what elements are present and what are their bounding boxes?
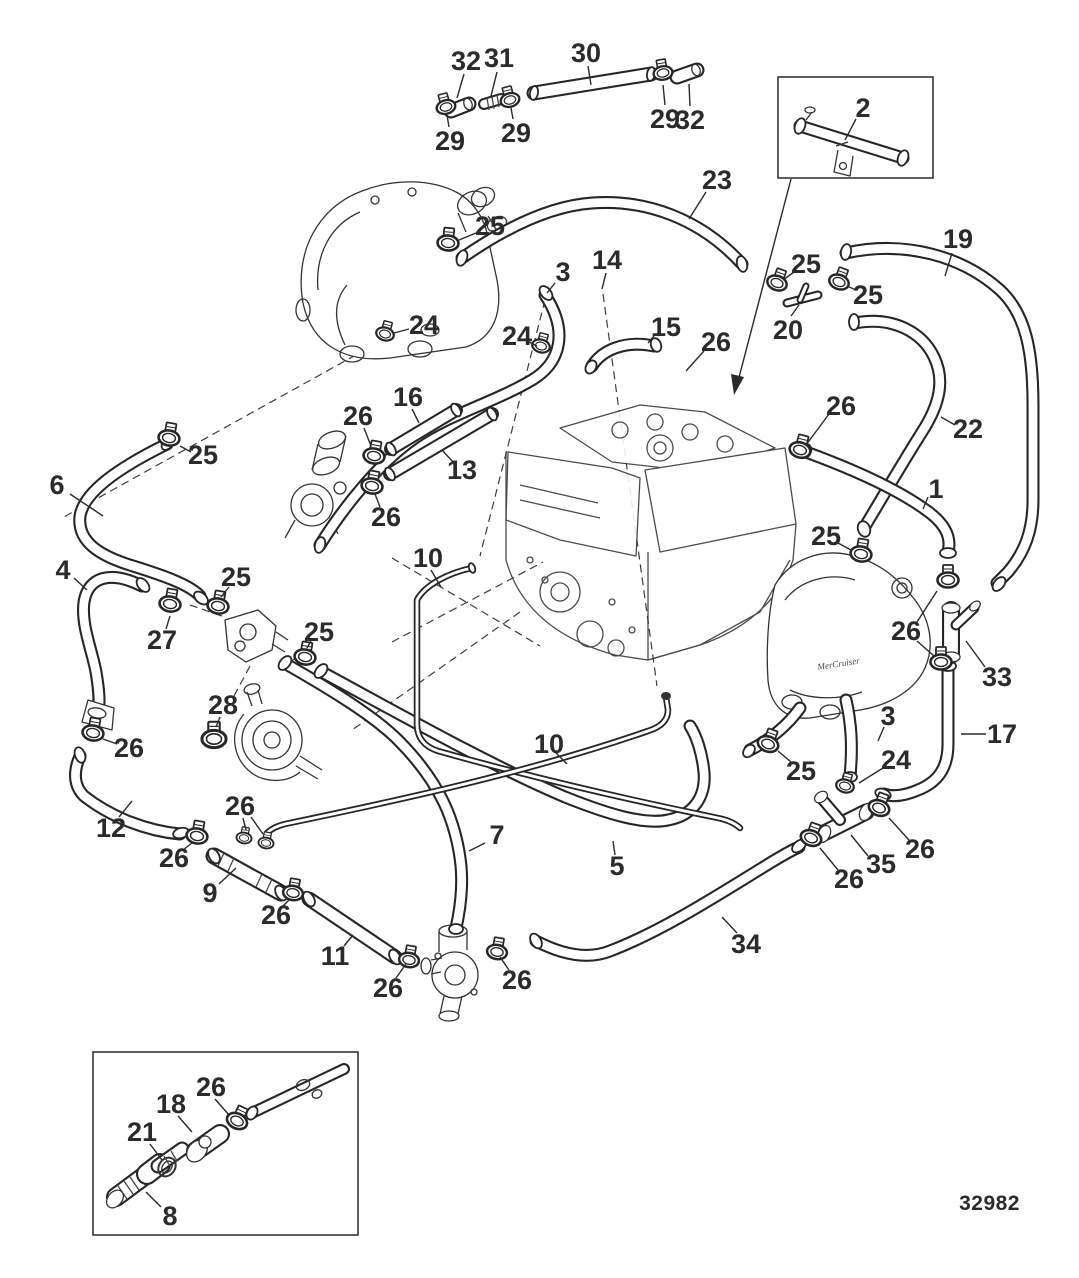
callout-26: 26 [372, 973, 404, 1003]
callout-13: 13 [446, 455, 478, 485]
callout-25: 25 [810, 521, 842, 551]
callout-14: 14 [591, 245, 623, 275]
callout-leader-line [859, 768, 883, 783]
callout-26: 26 [370, 502, 402, 532]
callout-20: 20 [772, 315, 804, 345]
callout-29: 29 [500, 118, 532, 148]
callout-8: 8 [162, 1201, 178, 1231]
hose-clamp-icon [185, 819, 210, 845]
callout-26: 26 [890, 616, 922, 646]
callout-21: 21 [126, 1117, 158, 1147]
callout-33: 33 [981, 662, 1013, 692]
hose-clamp-icon [362, 439, 387, 465]
callout-26: 26 [195, 1072, 227, 1102]
inset-hose [252, 1069, 344, 1113]
callout-34: 34 [730, 929, 762, 959]
callout-26: 26 [224, 791, 256, 821]
callout-1: 1 [928, 474, 944, 504]
water-pump-sketch [235, 682, 322, 780]
hose-5 [322, 672, 704, 821]
hose-clamp-icon [938, 565, 959, 588]
callout-17: 17 [986, 719, 1018, 749]
callout-3: 3 [880, 701, 896, 731]
callout-26: 26 [342, 401, 374, 431]
hose-3-right [846, 700, 851, 776]
callout-26: 26 [904, 834, 936, 864]
callout-16: 16 [392, 382, 424, 412]
callout-leader-line [689, 84, 690, 106]
callout-35: 35 [865, 849, 897, 879]
callout-11: 11 [320, 941, 350, 971]
hose-clamp-icon [157, 421, 182, 447]
hose-clamp-icon [206, 589, 231, 615]
callout-15: 15 [650, 312, 682, 342]
callout-6: 6 [49, 470, 65, 500]
hose-clamp-icon [202, 722, 226, 748]
hose-clamp-icon [486, 936, 509, 961]
hose-6 [80, 444, 200, 596]
pointer-arrow-head [731, 374, 744, 395]
callout-leader-line [469, 843, 485, 851]
hose-clamp-icon [158, 587, 183, 613]
hose-clamp-icon [282, 877, 305, 902]
hose-clamp-icon [398, 944, 421, 969]
callout-26: 26 [825, 391, 857, 421]
callout-2: 2 [855, 93, 871, 123]
callout-25: 25 [220, 562, 252, 592]
callout-23: 23 [701, 165, 733, 195]
callout-31: 31 [483, 43, 515, 73]
callout-24: 24 [501, 321, 533, 351]
callout-24: 24 [408, 310, 440, 340]
hose-clamp-icon [531, 331, 553, 354]
callout-9: 9 [202, 878, 218, 908]
callout-22: 22 [952, 414, 984, 444]
callout-leader-line [491, 72, 497, 96]
callout-29: 29 [434, 126, 466, 156]
hose-clamp-icon [258, 831, 276, 850]
callout-32: 32 [450, 46, 482, 76]
callout-leader-line [663, 85, 665, 105]
callout-18: 18 [155, 1089, 187, 1119]
manifold-brand-text: MerCruiser [816, 655, 861, 672]
line-art [73, 63, 1033, 1211]
callout-10: 10 [412, 543, 444, 573]
left-manifold-sketch [296, 182, 509, 362]
callout-25: 25 [474, 211, 506, 241]
callout-26: 26 [700, 327, 732, 357]
drawing-number: 32982 [959, 1192, 1020, 1215]
hose-clamp-icon [236, 826, 254, 845]
pipe-10a [417, 568, 740, 828]
callout-24: 24 [880, 745, 912, 775]
callout-5: 5 [609, 851, 625, 881]
alignment-dash [352, 612, 520, 730]
callout-32: 32 [674, 105, 706, 135]
thermostat-housing-sketch [225, 610, 288, 662]
callout-leader-line [689, 192, 706, 219]
callout-3: 3 [555, 257, 571, 287]
tube-2 [800, 126, 903, 158]
callout-7: 7 [489, 820, 505, 850]
bottom-fitting-sketch [421, 925, 478, 1021]
callout-28: 28 [207, 690, 239, 720]
callout-12: 12 [95, 813, 127, 843]
alignment-dash [62, 336, 390, 518]
callout-25: 25 [790, 249, 822, 279]
callout-25: 25 [785, 756, 817, 786]
callout-leader-line [457, 74, 464, 98]
callout-26: 26 [113, 733, 145, 763]
pipe-tip [661, 692, 671, 700]
hose-clamp-icon [827, 265, 853, 292]
callout-25: 25 [187, 440, 219, 470]
callout-30: 30 [570, 38, 602, 68]
callout-25: 25 [303, 617, 335, 647]
hose-5 [322, 672, 704, 821]
callout-27: 27 [146, 625, 178, 655]
callout-26: 26 [260, 900, 292, 930]
tube-9 [214, 856, 281, 893]
engine-sketch [506, 405, 796, 660]
callout-4: 4 [55, 555, 71, 585]
callout-leader-line [602, 273, 606, 289]
hose-clamp-icon [651, 58, 673, 81]
callout-10: 10 [533, 729, 565, 759]
callout-29: 29 [649, 104, 681, 134]
callout-26: 26 [158, 843, 190, 873]
callout-leader-line [146, 1192, 161, 1207]
callout-26: 26 [501, 965, 533, 995]
callout-26: 26 [833, 864, 865, 894]
callout-25: 25 [852, 280, 884, 310]
hose-clamp-icon [765, 266, 791, 293]
hose-clamp-icon [849, 537, 874, 563]
callout-19: 19 [942, 224, 974, 254]
